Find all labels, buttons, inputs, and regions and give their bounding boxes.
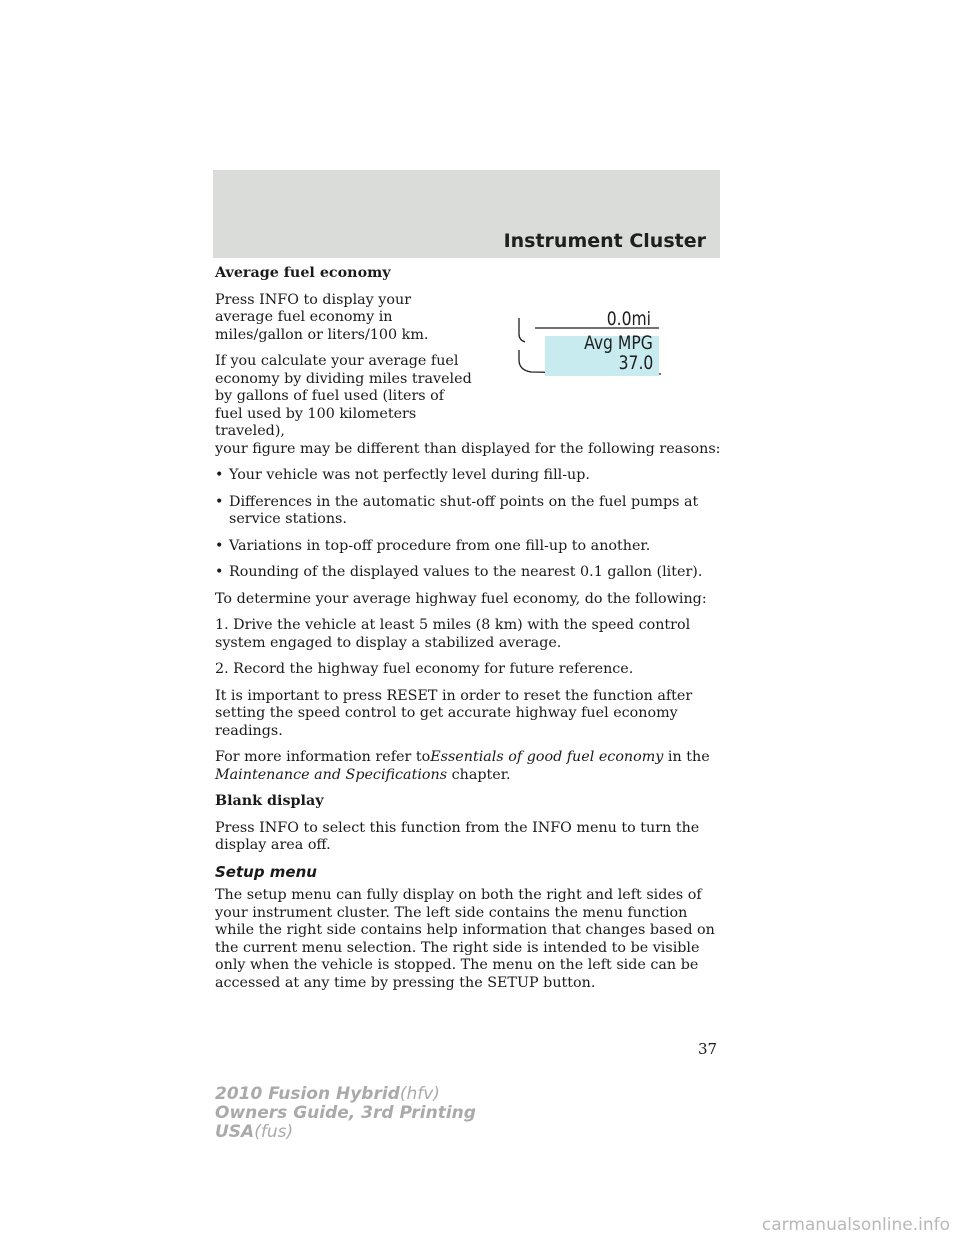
bullet-glyph: • — [215, 537, 224, 554]
list-item — [215, 467, 725, 485]
footer-market-code: (fus) — [254, 1122, 294, 1142]
site-watermark: carmanualsonline.info — [761, 1215, 950, 1235]
footer-line-1 — [215, 1085, 476, 1104]
more-info-mid: in the — [667, 749, 710, 765]
footer-line-2: Owners Guide, 3rd Printing — [215, 1103, 476, 1123]
bullet-glyph: • — [215, 564, 224, 580]
avg-mpg-value: 37.0 — [618, 352, 653, 374]
footer-line-3 — [215, 1123, 476, 1142]
avg-fuel-paragraph-2-b: your figure may be different than displayed for the following reasons: — [215, 440, 721, 457]
bullet-text: Your vehicle was not perfectly level during fill-up. — [229, 467, 590, 483]
step-1: 1. Drive the vehicle at least 5 miles (8 km) with the speed control system engaged to display a stabilized average. — [215, 617, 691, 651]
maintenance-chapter-reference: Maintenance and Specifications — [215, 766, 448, 783]
footer-model: 2010 Fusion Hybrid — [215, 1084, 400, 1104]
more-info-pre: For more information refer to — [215, 749, 431, 765]
more-info-paragraph — [215, 749, 725, 784]
list-item — [215, 564, 725, 582]
avg-fuel-paragraph-2 — [215, 353, 725, 458]
list-item — [215, 494, 725, 529]
avg-fuel-paragraph-1: Press INFO to display your average fuel economy in miles/gallon or liters/100 km. — [215, 291, 429, 343]
bullet-glyph: • — [215, 493, 224, 510]
step-2: 2. Record the highway fuel economy for future reference. — [215, 661, 634, 677]
bullet-text: Differences in the automatic shut-off points on the fuel pumps at service stations. — [229, 493, 699, 527]
list-item — [215, 538, 725, 556]
avg-fuel-paragraph-2-a: If you calculate your average fuel economy by dividing miles traveled by gallons of fuel used (liters of fuel used by 100 kilometers traveled), — [215, 353, 472, 439]
blank-display-paragraph: Press INFO to select this function from the INFO menu to turn the display area off. — [215, 819, 700, 853]
chapter-title: Instrument Cluster — [503, 230, 706, 252]
fuel-economy-reference: Essentials of good fuel economy — [430, 749, 664, 765]
blank-display-heading: Blank display — [215, 793, 324, 809]
reset-note: It is important to press RESET in order to reset the function after setting the speed control to get accurate highway fuel economy readings. — [215, 687, 693, 739]
footer-market: USA — [215, 1122, 255, 1142]
page-number: 37 — [698, 1040, 718, 1058]
document-footer — [215, 1085, 476, 1142]
bullet-glyph: • — [215, 467, 224, 483]
setup-menu-heading: Setup menu — [215, 862, 317, 881]
footer-model-code: (hfv) — [399, 1084, 440, 1104]
highway-intro: To determine your average highway fuel economy, do the following: — [215, 590, 707, 607]
odometer-readout: 0.0mi — [606, 308, 651, 330]
chapter-header — [213, 170, 720, 258]
bullet-text: Variations in top-off procedure from one fill-up to another. — [229, 537, 651, 554]
bullet-text: Rounding of the displayed values to the nearest 0.1 gallon (liter). — [229, 564, 703, 580]
avg-fuel-heading: Average fuel economy — [215, 265, 391, 281]
page-body — [215, 265, 725, 1001]
more-info-post: chapter. — [451, 766, 511, 783]
setup-menu-paragraph: The setup menu can fully display on both the right and left sides of your instrument cluster. The left side contains the menu function while the right side contains help information that changes based on the current menu selection. The right side is intended to be visible only when the vehicle is stopped. The menu on the left side can be accessed at any time by pressing the SETUP button. — [215, 887, 715, 991]
avg-mpg-label: Avg MPG — [584, 332, 653, 354]
